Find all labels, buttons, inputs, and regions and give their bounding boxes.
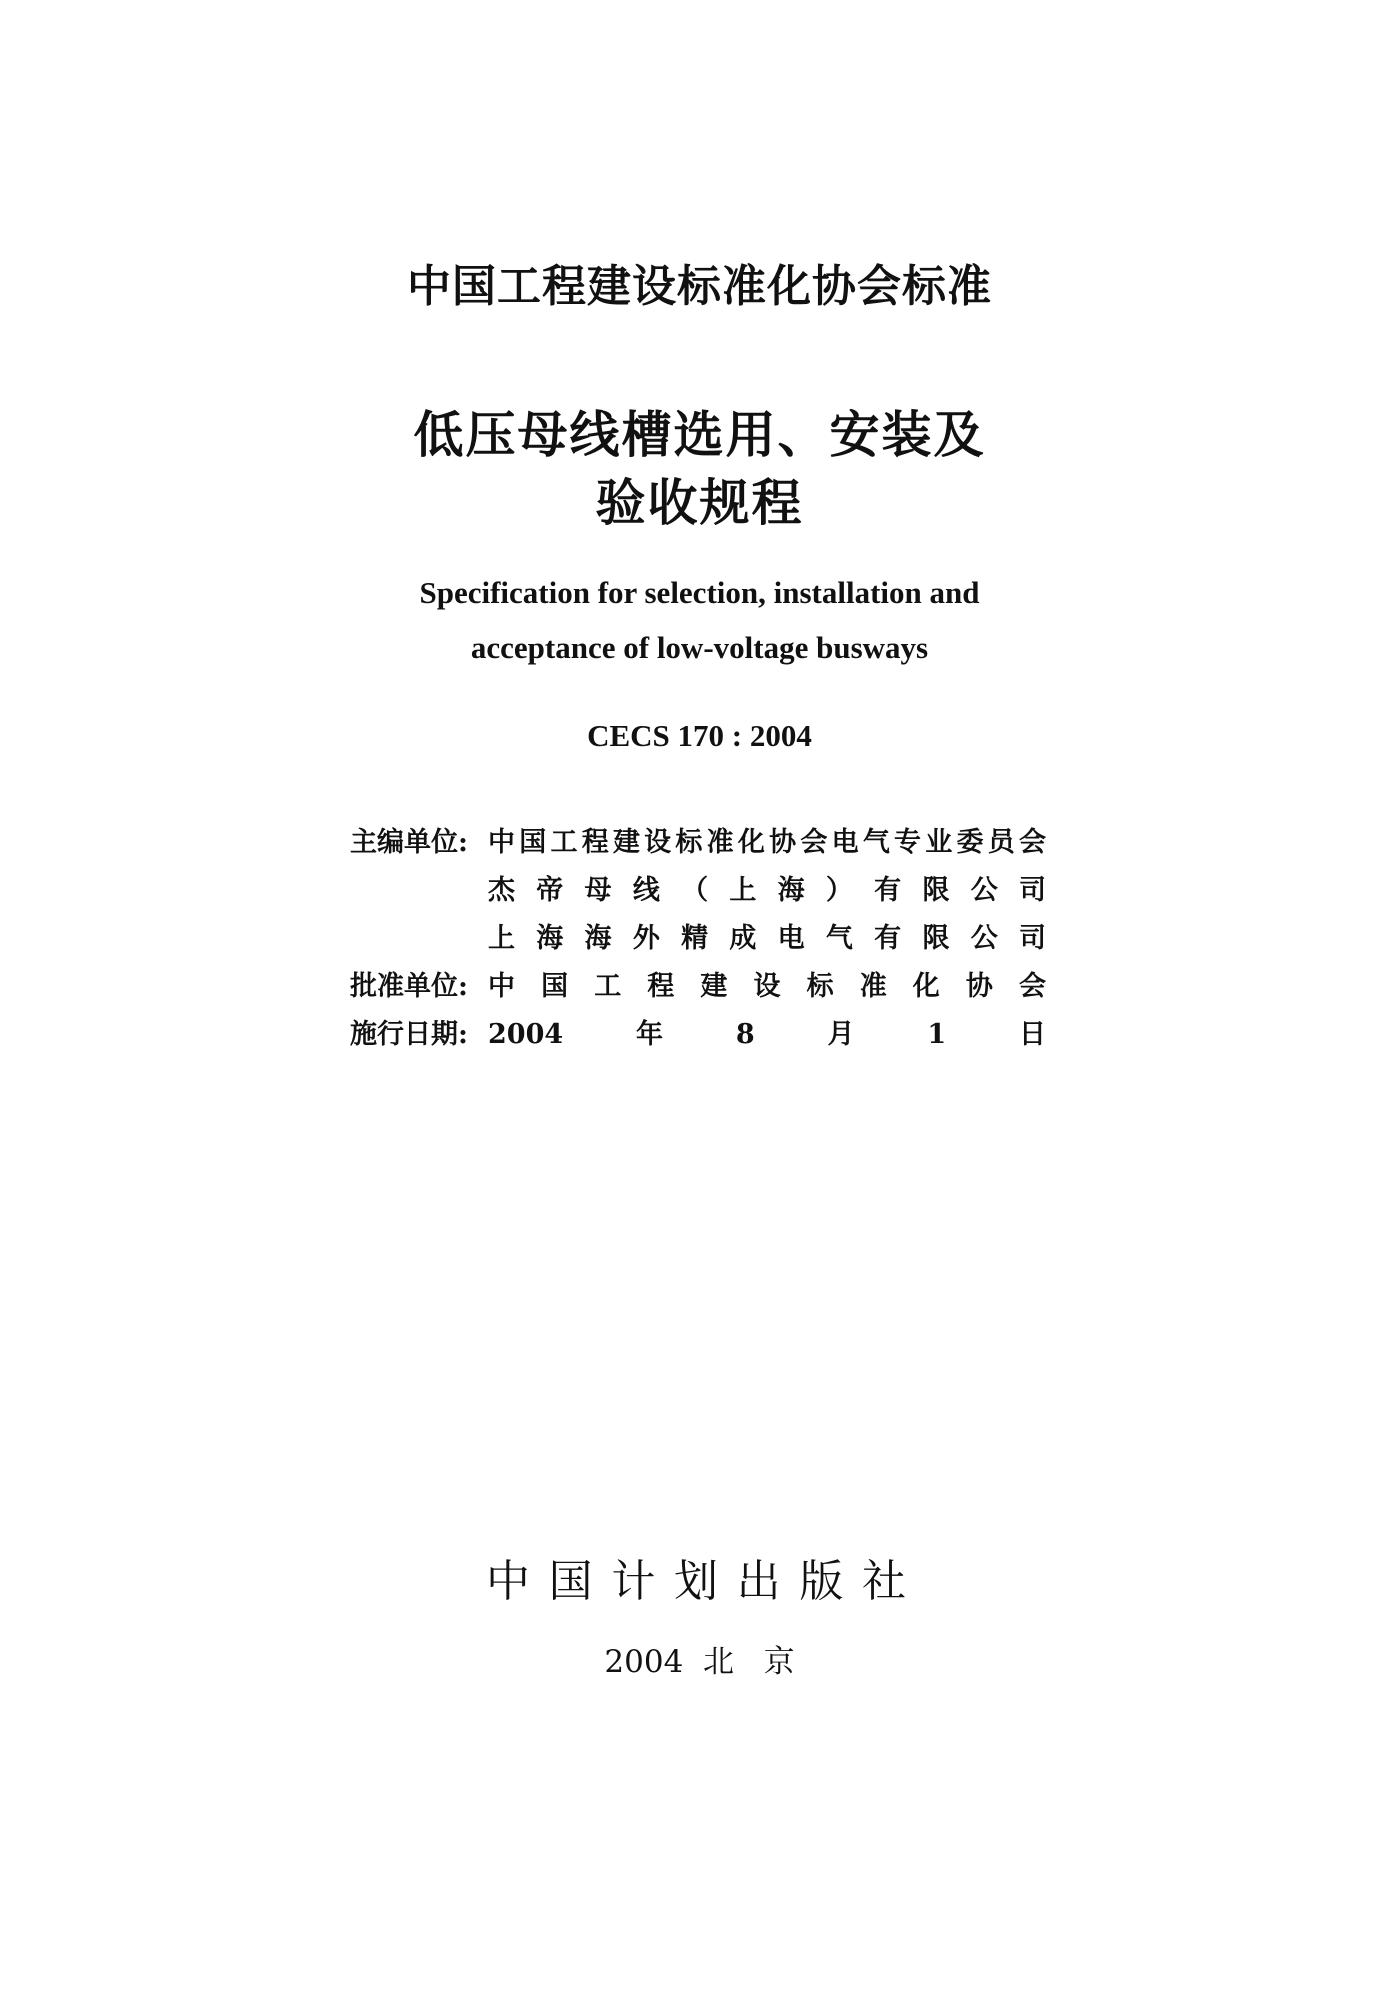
chinese-title-line-1: 低压母线槽选用、安装及 [413,405,986,464]
standard-code: CECS 170 : 2004 [587,718,812,753]
english-title-line-1: Specification for selection, installation and [419,575,980,610]
effective-date: 2004年8月1日 [488,1019,1046,1050]
publisher: 中国计划出版社 [486,1556,906,1607]
editor-2: 杰帝母线（上海）有限公司 [488,875,1046,906]
effective-date-label: 施行日期: [350,1019,468,1050]
standard-series: 中国工程建设标准化协会标准 [407,261,992,312]
publication-year-place: 2004 北 京 [604,1644,795,1680]
editor-1: 中国工程建设标准化协会电气专业委员会 [488,827,1046,858]
editor-3: 上海海外精成电气有限公司 [488,923,1046,954]
approver-label: 批准单位: [350,971,468,1002]
english-title-line-2: acceptance of low-voltage busways [470,630,929,665]
chinese-title-line-2: 验收规程 [595,473,804,532]
approver: 中国工程建设标准化协会 [488,971,1046,1002]
editor-label: 主编单位: [350,827,468,858]
